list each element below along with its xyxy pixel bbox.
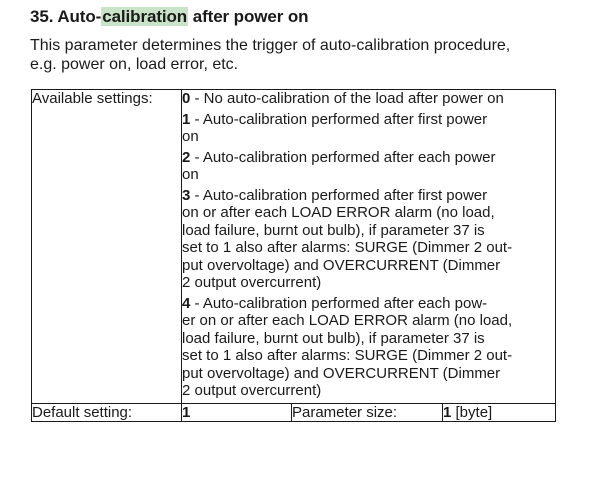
section-title-suffix: after power on	[188, 7, 309, 26]
option-3	[182, 187, 555, 292]
section-number: 35.	[30, 7, 54, 26]
option-2-line-1: - Auto-calibration performed after each power	[190, 148, 496, 166]
option-3-line-4: set to 1 also after alarms: SURGE (Dimmer 2 out-	[182, 239, 513, 256]
option-3-value: 3	[182, 186, 191, 204]
section-title-prefix: Auto-	[57, 7, 102, 26]
option-4-line-5: put overvoltage) and OVERCURRENT (Dimmer	[182, 364, 501, 382]
option-0-value: 0	[182, 90, 191, 107]
option-3-line-2: on or after each LOAD ERROR alarm (no load,	[182, 204, 495, 221]
option-4-line-2: er on or after each LOAD ERROR alarm (no load,	[182, 312, 513, 329]
option-4	[182, 295, 555, 400]
default-setting-row	[32, 403, 556, 422]
section-heading	[30, 7, 308, 27]
option-4-line-6: 2 output overcurrent)	[182, 382, 322, 399]
available-settings-label: Available settings:	[32, 90, 182, 404]
settings-options-cell	[182, 90, 556, 404]
option-1-line-1: - Auto-calibration performed after first power	[190, 110, 488, 128]
option-3-line-5: put overvoltage) and OVERCURRENT (Dimmer	[182, 256, 501, 274]
option-2	[182, 149, 555, 184]
default-setting-label: Default setting:	[32, 403, 182, 422]
parameter-size-unit: [byte]	[455, 403, 493, 421]
parameter-size-number: 1	[443, 403, 452, 421]
option-4-value: 4	[182, 294, 191, 312]
option-3-line-1: - Auto-calibration performed after first power	[190, 186, 488, 204]
description-line-2: e.g. power on, load error, etc.	[30, 56, 239, 73]
option-4-line-1: - Auto-calibration performed after each pow-	[190, 294, 488, 312]
available-settings-row	[32, 90, 556, 404]
parameter-size-value	[443, 403, 556, 422]
option-4-line-3: load failure, burnt out bulb), if parameter 37 is	[182, 329, 485, 347]
parameter-table	[31, 89, 556, 422]
search-highlight: calibration	[102, 7, 188, 26]
option-4-line-4: set to 1 also after alarms: SURGE (Dimmer 2 out-	[182, 347, 513, 364]
parameter-size-label: Parameter size:	[292, 403, 443, 422]
default-setting-value: 1	[182, 403, 292, 422]
option-3-line-3: load failure, burnt out bulb), if parameter 37 is	[182, 221, 485, 239]
option-1-line-2: on	[182, 128, 199, 145]
option-1	[182, 111, 555, 146]
description-line-1: This parameter determines the trigger of auto-calibration procedure,	[30, 37, 511, 54]
option-1-value: 1	[182, 110, 191, 128]
option-0-line-1: - No auto-calibration of the load after power on	[190, 90, 504, 107]
section-description	[30, 36, 560, 74]
option-2-value: 2	[182, 148, 191, 166]
option-2-line-2: on	[182, 166, 199, 183]
option-3-line-6: 2 output overcurrent)	[182, 274, 322, 291]
option-0	[182, 90, 555, 108]
